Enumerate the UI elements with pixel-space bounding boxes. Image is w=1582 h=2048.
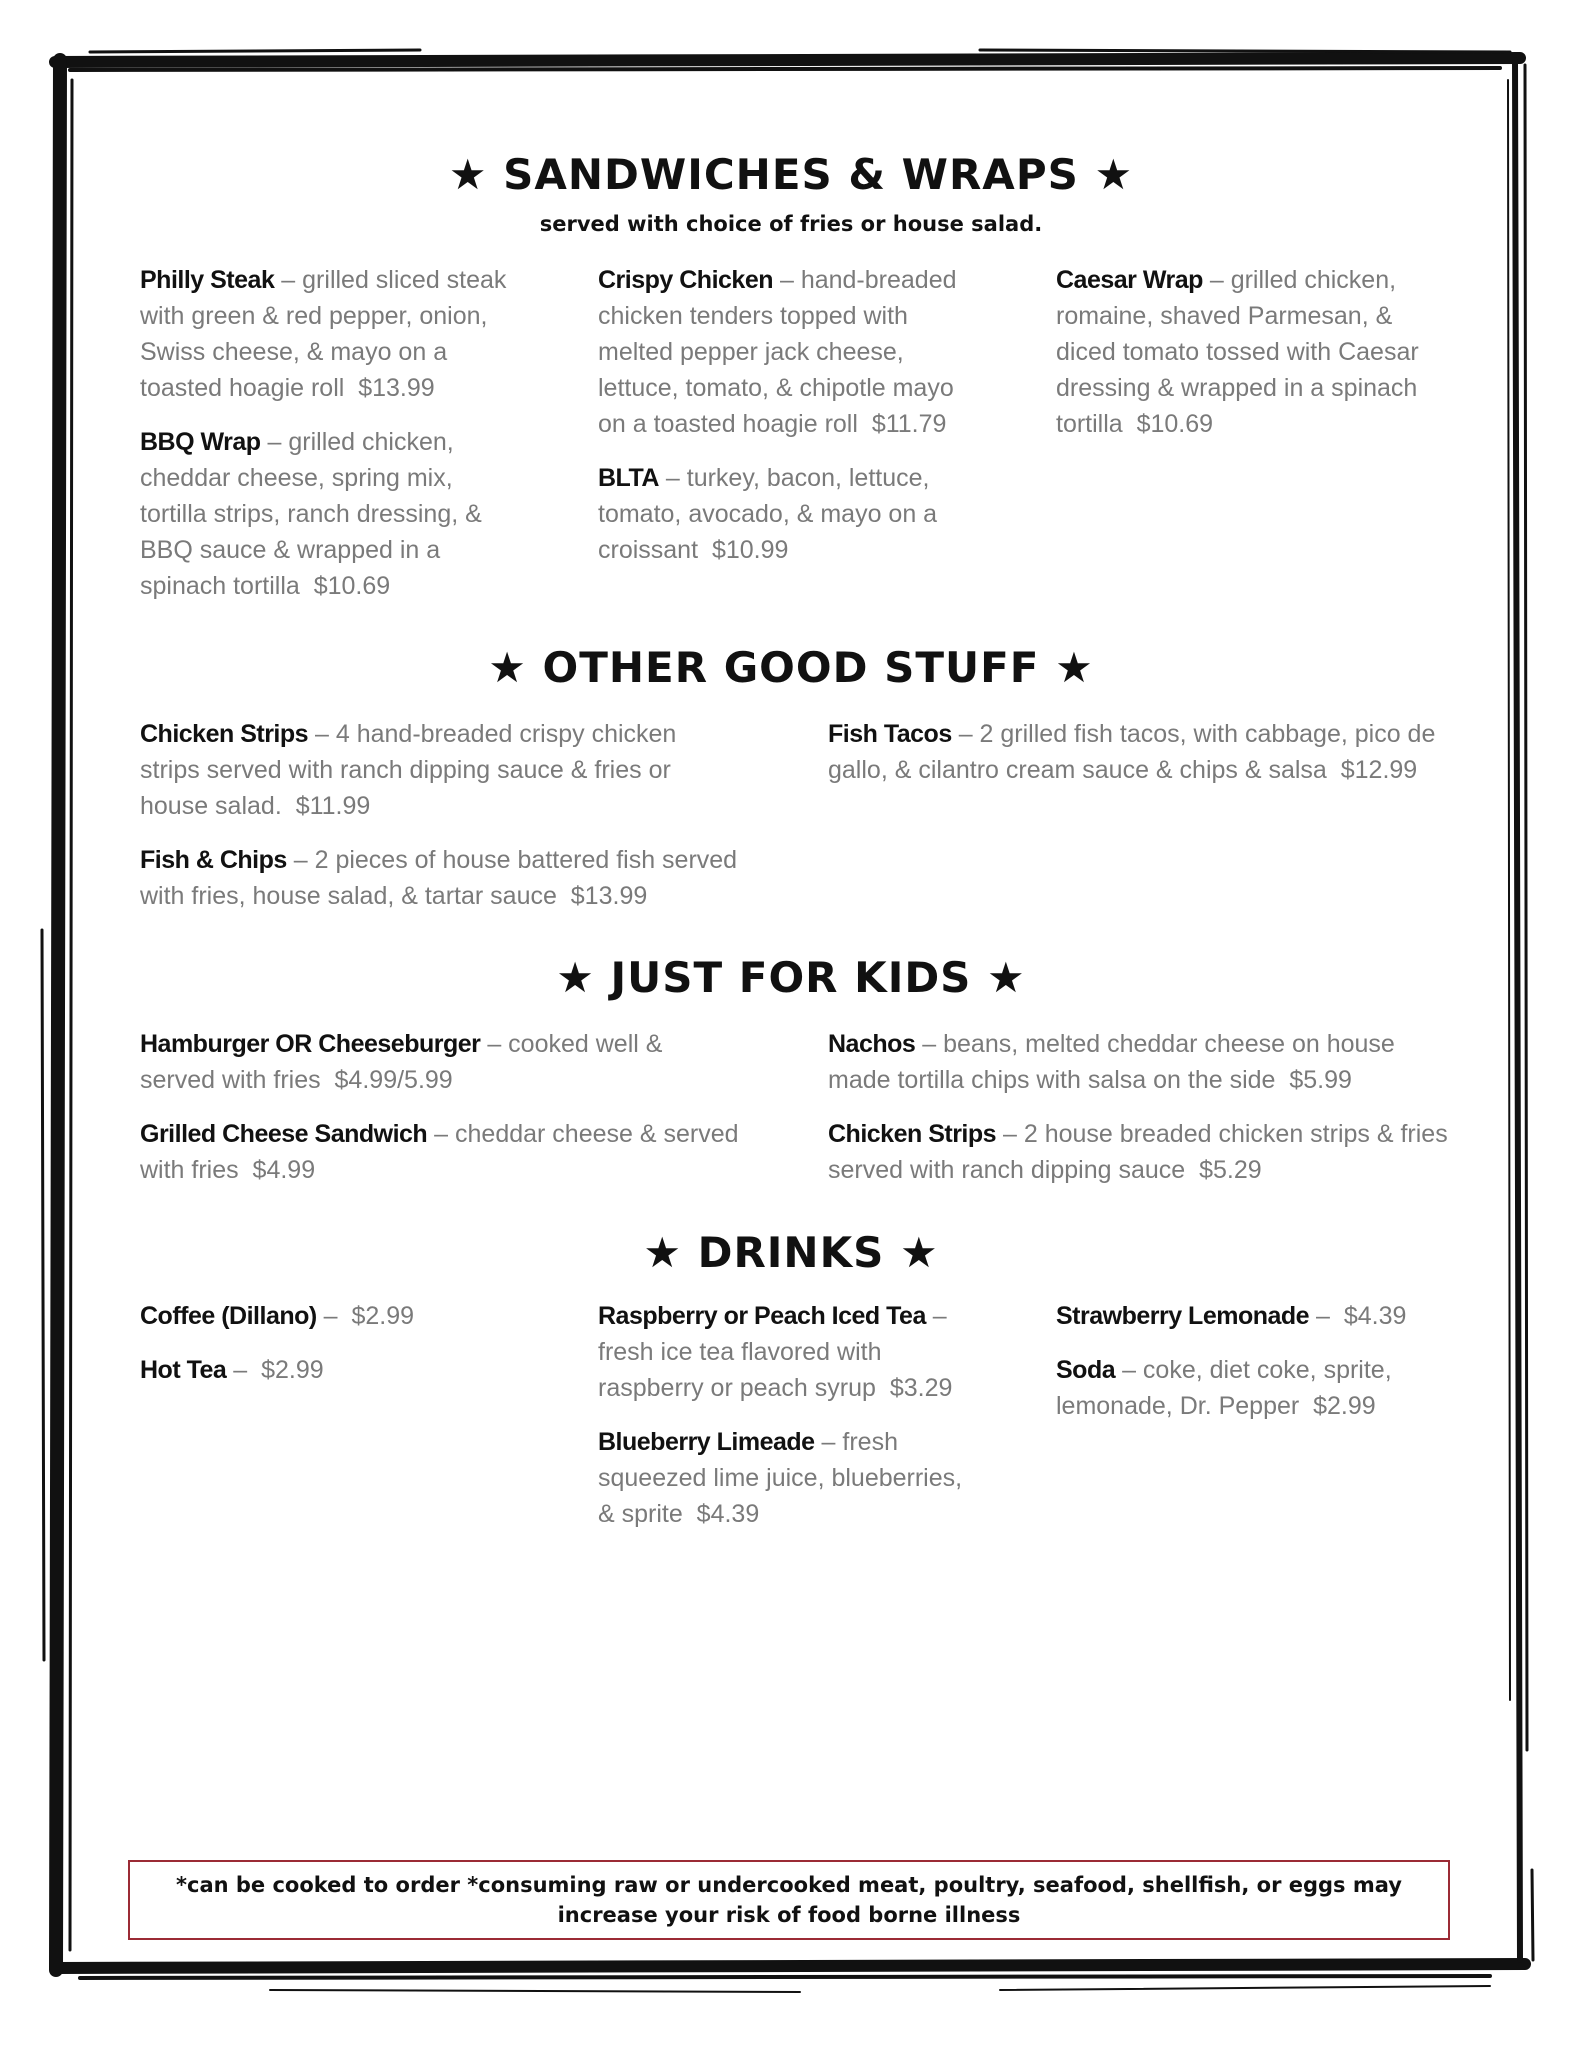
menu-item: Blueberry Limeade – fresh squeezed lime juice, blueberries, & sprite $4.39 bbox=[598, 1428, 963, 1528]
menu-item: Caesar Wrap – grilled chicken, romaine, shaved Parmesan, & diced tomato tossed with Caesar dressing & wrapped in a spinach tortilla $10.69 bbox=[1056, 266, 1419, 438]
item-price: $10.69 bbox=[313, 572, 391, 600]
item-description: hand-breaded chicken tenders topped with melted pepper jack cheese, lettuce, tomato, & chipotle mayo on a toasted hoagie roll bbox=[598, 266, 957, 438]
item-name: Soda bbox=[1056, 1356, 1116, 1384]
menu-item: Crispy Chicken – hand-breaded chicken tenders topped with melted pepper jack cheese, lettuce, tomato, & chipotle mayo on a toasted hoagie roll $11.79 bbox=[598, 266, 957, 438]
item-description: grilled chicken, romaine, shaved Parmesan, & diced tomato tossed with Caesar dressing & wrapped in a spinach tortilla bbox=[1056, 266, 1419, 438]
item-description: 2 pieces of house battered fish served with fries, house salad, & tartar sauce bbox=[140, 846, 738, 910]
menu-item: Soda – coke, diet coke, sprite, lemonade, Dr. Pepper $2.99 bbox=[1056, 1356, 1392, 1420]
item-price: $2.99 bbox=[351, 1302, 415, 1330]
item-description: cheddar cheese & served with fries bbox=[140, 1120, 739, 1184]
item-description: cooked well & served with fries bbox=[140, 1030, 663, 1094]
item-name: Philly Steak bbox=[140, 266, 275, 294]
section-title-kids: ★ JUST FOR KIDS ★ bbox=[556, 953, 1026, 1002]
menu-item: BBQ Wrap – grilled chicken, cheddar cheese, spring mix, tortilla strips, ranch dressing, & BBQ sauce & wrapped in a spinach tortilla $10.69 bbox=[140, 428, 482, 600]
item-price: $5.29 bbox=[1199, 1156, 1262, 1184]
item-price: $11.99 bbox=[295, 792, 371, 820]
menu-item: BLTA – turkey, bacon, lettuce, tomato, avocado, & mayo on a croissant $10.99 bbox=[598, 464, 938, 564]
item-description: grilled chicken, cheddar cheese, spring mix, tortilla strips, ranch dressing, & BBQ sauce & wrapped in a spinach tortilla bbox=[140, 428, 482, 600]
section-subtitle-sandwiches: served with choice of fries or house salad. bbox=[539, 212, 1043, 236]
item-name: Coffee (Dillano) bbox=[140, 1302, 317, 1330]
item-name: Crispy Chicken bbox=[598, 266, 774, 294]
other-column-1 bbox=[140, 716, 740, 932]
item-price: $5.99 bbox=[1289, 1066, 1352, 1094]
menu-item: Fish & Chips – 2 pieces of house battered fish served with fries, house salad, & tartar sauce $13.99 bbox=[140, 846, 738, 910]
item-price: $12.99 bbox=[1340, 756, 1418, 784]
item-price: $10.69 bbox=[1136, 410, 1214, 438]
drinks-column-3 bbox=[1056, 1298, 1436, 1442]
kids-column-1 bbox=[140, 1026, 740, 1206]
menu-item: Philly Steak – grilled sliced steak with green & red pepper, onion, Swiss cheese, & mayo on a toasted hoagie roll $13.99 bbox=[140, 266, 507, 402]
item-name: Grilled Cheese Sandwich bbox=[140, 1120, 428, 1148]
item-name: BBQ Wrap bbox=[140, 428, 261, 456]
menu-item: Grilled Cheese Sandwich – cheddar cheese & served with fries $4.99 bbox=[140, 1120, 739, 1184]
item-price: $4.99/5.99 bbox=[334, 1066, 453, 1094]
drinks-column-1 bbox=[140, 1298, 520, 1406]
item-name: Fish & Chips bbox=[140, 846, 287, 874]
section-title-other: ★ OTHER GOOD STUFF ★ bbox=[488, 643, 1094, 692]
menu-item: Chicken Strips – 2 house breaded chicken strips & fries served with ranch dipping sauce $5.29 bbox=[828, 1120, 1448, 1184]
item-price: $10.99 bbox=[711, 536, 789, 564]
food-safety-disclaimer: *can be cooked to order *consuming raw or undercooked meat, poultry, seafood, shellfish, or eggs may increase your risk of food borne illness bbox=[128, 1860, 1450, 1940]
menu-item: Strawberry Lemonade – $4.39 bbox=[1056, 1302, 1407, 1330]
menu-item: Raspberry or Peach Iced Tea – fresh ice tea flavored with raspberry or peach syrup $3.29 bbox=[598, 1302, 953, 1402]
item-price: $4.39 bbox=[696, 1500, 760, 1528]
other-column-2 bbox=[828, 716, 1448, 806]
item-price: $13.99 bbox=[570, 882, 648, 910]
item-name: Blueberry Limeade bbox=[598, 1428, 815, 1456]
item-name: Hamburger OR Cheeseburger bbox=[140, 1030, 481, 1058]
item-description: 2 grilled fish tacos, with cabbage, pico de gallo, & cilantro cream sauce & chips & salsa bbox=[828, 720, 1436, 784]
item-description: turkey, bacon, lettuce, tomato, avocado, & mayo on a croissant bbox=[598, 464, 938, 564]
kids-column-2 bbox=[828, 1026, 1448, 1206]
menu-item: Coffee (Dillano) – $2.99 bbox=[140, 1302, 415, 1330]
item-name: Raspberry or Peach Iced Tea bbox=[598, 1302, 926, 1330]
item-price: $11.79 bbox=[871, 410, 947, 438]
item-description: fresh squeezed lime juice, blueberries, & sprite bbox=[598, 1428, 963, 1528]
item-name: Chicken Strips bbox=[140, 720, 309, 748]
menu-item: Chicken Strips – 4 hand-breaded crispy chicken strips served with ranch dipping sauce & fries or house salad. $11.99 bbox=[140, 720, 677, 820]
sandwiches-column-2 bbox=[598, 262, 978, 586]
item-name: Fish Tacos bbox=[828, 720, 952, 748]
item-price: $2.99 bbox=[261, 1356, 324, 1384]
item-price: $4.39 bbox=[1343, 1302, 1407, 1330]
item-price: $4.99 bbox=[252, 1156, 316, 1184]
item-description: coke, diet coke, sprite, lemonade, Dr. Pepper bbox=[1056, 1356, 1392, 1420]
menu-item: Fish Tacos – 2 grilled fish tacos, with cabbage, pico de gallo, & cilantro cream sauce & chips & salsa $12.99 bbox=[828, 720, 1436, 784]
item-name: BLTA bbox=[598, 464, 659, 492]
item-description: 2 house breaded chicken strips & fries served with ranch dipping sauce bbox=[828, 1120, 1448, 1184]
drinks-column-2 bbox=[598, 1298, 978, 1550]
item-description: 4 hand-breaded crispy chicken strips served with ranch dipping sauce & fries or house salad. bbox=[140, 720, 677, 820]
menu-item: Nachos – beans, melted cheddar cheese on house made tortilla chips with salsa on the side $5.99 bbox=[828, 1030, 1395, 1094]
item-description: grilled sliced steak with green & red pepper, onion, Swiss cheese, & mayo on a toasted hoagie roll bbox=[140, 266, 507, 402]
sandwiches-column-3 bbox=[1056, 262, 1436, 460]
sandwiches-column-1 bbox=[140, 262, 520, 622]
menu-item: Hot Tea – $2.99 bbox=[140, 1356, 324, 1384]
item-name: Strawberry Lemonade bbox=[1056, 1302, 1310, 1330]
section-title-drinks: ★ DRINKS ★ bbox=[643, 1228, 939, 1277]
item-name: Caesar Wrap bbox=[1056, 266, 1203, 294]
item-price: $13.99 bbox=[358, 374, 435, 402]
item-name: Chicken Strips bbox=[828, 1120, 997, 1148]
item-price: $3.29 bbox=[889, 1374, 953, 1402]
item-price: $2.99 bbox=[1313, 1392, 1376, 1420]
item-name: Hot Tea bbox=[140, 1356, 227, 1384]
item-description: fresh ice tea flavored with raspberry or peach syrup bbox=[598, 1338, 882, 1402]
item-name: Nachos bbox=[828, 1030, 916, 1058]
section-title-sandwiches: ★ SANDWICHES & WRAPS ★ bbox=[448, 150, 1134, 199]
menu-item: Hamburger OR Cheeseburger – cooked well & served with fries $4.99/5.99 bbox=[140, 1030, 663, 1094]
item-description: beans, melted cheddar cheese on house made tortilla chips with salsa on the side bbox=[828, 1030, 1395, 1094]
